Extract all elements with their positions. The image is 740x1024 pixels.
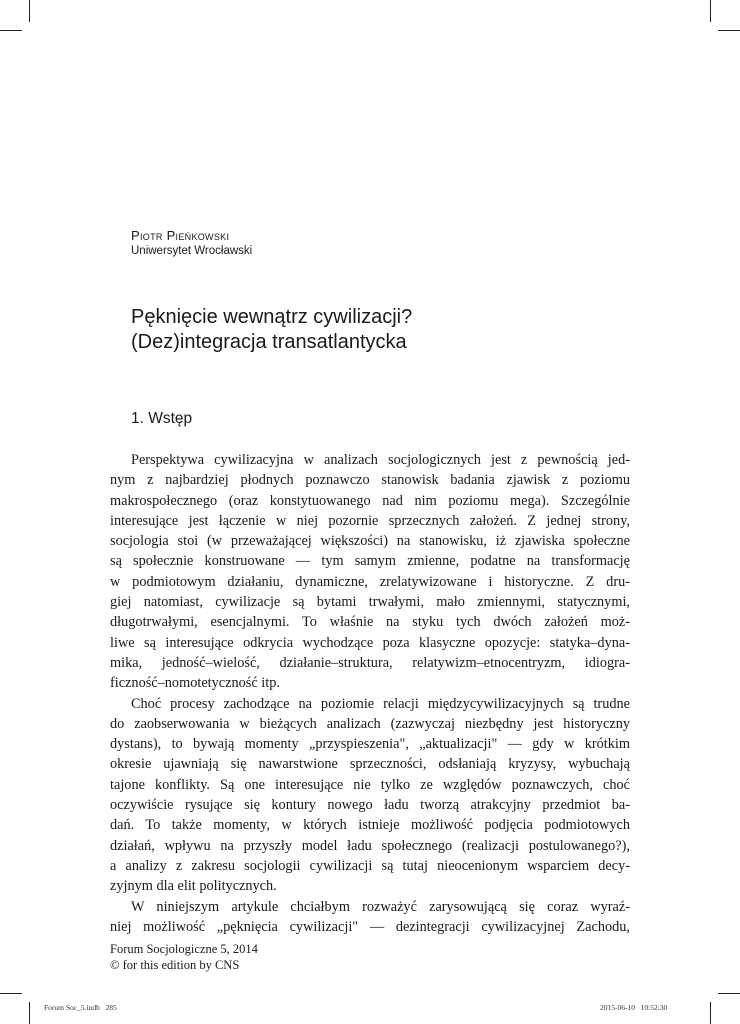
journal-footer xyxy=(110,941,258,973)
crop-mark-top-right-v xyxy=(710,0,711,22)
crop-mark-bottom-right-v xyxy=(710,1002,711,1024)
text-line: Perspektywa cywilizacyjna w analizach socjologicznych jest z pewnością jed- xyxy=(131,452,630,468)
article-title-line-2: (Dez)integracja transatlantycka xyxy=(131,331,407,353)
print-slug-timestamp: 2015-06-10 10:52:30 xyxy=(600,1003,668,1012)
text-line: są społecznie konstruowane — tym samym zmienne, podatne na transformację xyxy=(110,553,630,570)
text-line: giej natomiast, cywilizacje są bytami trwałymi, mało zmiennymi, statycznymi, xyxy=(110,594,630,611)
section-heading: 1. Wstęp xyxy=(131,410,193,427)
text-line: dań. To także momenty, w których istnieje możliwość podjęcia podmiotowych xyxy=(110,817,630,834)
author-affiliation: Uniwersytet Wrocławski xyxy=(131,245,253,257)
crop-mark-bottom-right-h xyxy=(718,993,740,994)
article-title xyxy=(131,305,631,355)
text-line: liwe są interesujące odkrycia wychodzące poza klasyczne opozycje: statyka–dyna- xyxy=(110,634,630,651)
text-line: dystans), to bywają momenty „przyspieszenia", „aktualizacji" — gdy w krótkim xyxy=(110,736,630,753)
text-line: ficzność–nomotetyczność itp. xyxy=(110,675,280,692)
text-line: nym z najbardziej płodnych poznawczo stanowisk badania zjawisk z poziomu xyxy=(110,472,630,489)
article-body xyxy=(110,450,630,937)
text-line: zyjnym dla elit politycznych. xyxy=(110,878,277,895)
article-title-line-1: Pęknięcie wewnątrz cywilizacji? xyxy=(131,306,413,328)
paragraph-3 xyxy=(110,897,630,938)
text-line: do zaobserwowania w bieżących analizach (zazwyczaj niezbędny jest historyczny xyxy=(110,715,630,732)
author-name: Piotr Pieńkowski xyxy=(131,228,230,243)
text-line: długotrwałymi, esencjalnymi. To właśnie na styku tych dwóch założeń moż- xyxy=(110,614,630,631)
text-line: działań, wpływu na przyszły model ładu społecznego (realizacji postulowanego?), xyxy=(110,837,630,854)
text-line: mika, jedność–wielość, działanie–struktura, relatywizm–etnocentryzm, idiogra- xyxy=(110,654,630,671)
text-line: niej możliwość „pęknięcia cywilizacji" — dezintegracji cywilizacyjnej Zachodu, xyxy=(110,918,630,935)
author-block xyxy=(131,228,611,259)
crop-mark-top-left-h xyxy=(0,30,22,31)
text-line: w podmiotowym działaniu, dynamiczne, zrelatywizowane i historyczne. Z dru- xyxy=(110,573,630,590)
print-slug-file: Forum Soc_5.indb 285 xyxy=(44,1003,117,1012)
crop-mark-top-right-h xyxy=(718,30,740,31)
text-line: Choć procesy zachodzące na poziomie relacji międzycywilizacyjnych są trudne xyxy=(131,695,630,712)
text-line: tajone konflikty. Są one interesujące nie tylko ze względów poznawczych, choć xyxy=(110,776,630,793)
paragraph-2 xyxy=(110,694,630,897)
paragraph-1 xyxy=(110,450,630,694)
text-line: socjologia stoi (w przeważającej większości) na stanowisku, iż zjawiska społeczne xyxy=(110,533,630,550)
text-line: a analizy z zakresu socjologii cywilizacji są tutaj nieocenionym wsparciem decy- xyxy=(110,857,630,874)
text-line: W niniejszym artykule chciałbym rozważyć zarysowującą się coraz wyraź- xyxy=(131,898,630,915)
text-line: interesujące jest łączenie w niej pozornie sprzecznych założeń. Z jednej strony, xyxy=(110,512,630,529)
copyright-notice: © for this edition by CNS xyxy=(110,958,240,972)
crop-mark-bottom-left-h xyxy=(0,993,22,994)
crop-mark-top-left-v xyxy=(29,0,30,22)
journal-citation: Forum Socjologiczne 5, 2014 xyxy=(110,942,258,956)
text-line: oczywiście rysujące się kontury nowego ładu tworzą atrakcyjny przedmiot ba- xyxy=(110,797,630,814)
text-line: makrospołecznego (oraz konstytuowanego nad nim poziomu mega). Szczególnie xyxy=(110,492,630,509)
crop-mark-bottom-left-v xyxy=(29,1002,30,1024)
text-line: okresie ujawniają się nawarstwione sprzeczności, odsłaniają kryzysy, wybuchają xyxy=(110,756,630,773)
